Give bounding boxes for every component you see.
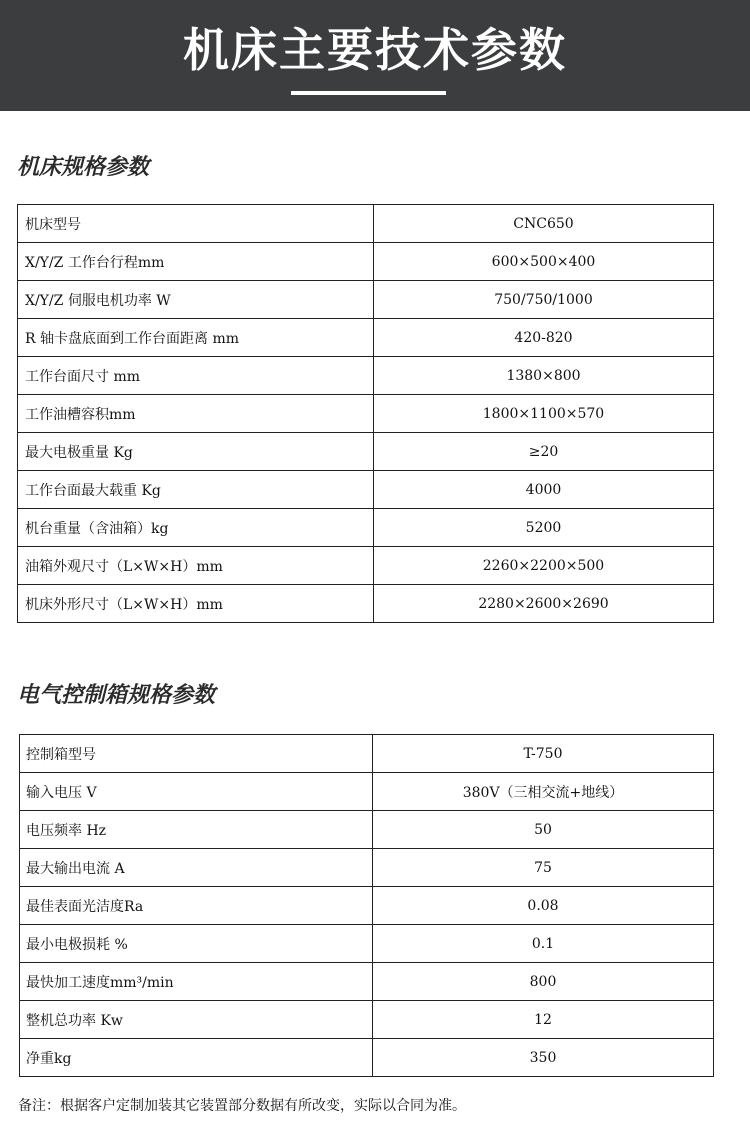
table-row bbox=[18, 395, 714, 433]
param-label: 工作台面最大载重 Kg bbox=[18, 471, 374, 509]
section-title-control-box-specs: 电气控制箱规格参数 bbox=[17, 683, 216, 708]
param-label: 机床外形尺寸（L×W×H）mm bbox=[18, 585, 374, 623]
param-value: T-750 bbox=[373, 735, 714, 773]
param-value: 380V（三相交流+地线） bbox=[373, 773, 714, 811]
table-row bbox=[18, 547, 714, 585]
table-row bbox=[18, 357, 714, 395]
footnote: 备注：根据客户定制加装其它装置部分数据有所改变，实际以合同为准。 bbox=[18, 1098, 466, 1114]
param-value: 800 bbox=[373, 963, 714, 1001]
param-label: 输入电压 V bbox=[20, 773, 373, 811]
param-value: 50 bbox=[373, 811, 714, 849]
param-label: 净重kg bbox=[20, 1039, 373, 1077]
param-value: 4000 bbox=[374, 471, 714, 509]
table-row bbox=[20, 1039, 714, 1077]
param-label: 最佳表面光洁度Ra bbox=[20, 887, 373, 925]
machine-spec-table bbox=[17, 204, 714, 623]
param-label: R 轴卡盘底面到工作台面距离 mm bbox=[18, 319, 374, 357]
param-value: 420-820 bbox=[374, 319, 714, 357]
param-label: X/Y/Z 工作台行程mm bbox=[18, 243, 374, 281]
table-row bbox=[20, 811, 714, 849]
param-label: 最大输出电流 A bbox=[20, 849, 373, 887]
table-row bbox=[18, 281, 714, 319]
table-row bbox=[20, 849, 714, 887]
param-label: 最快加工速度mm³/min bbox=[20, 963, 373, 1001]
param-value: 5200 bbox=[374, 509, 714, 547]
table-row bbox=[18, 509, 714, 547]
page-title: 机床主要技术参数 bbox=[183, 23, 567, 77]
table-row bbox=[20, 735, 714, 773]
param-value: 75 bbox=[373, 849, 714, 887]
param-label: 电压频率 Hz bbox=[20, 811, 373, 849]
param-label: 工作油槽容积mm bbox=[18, 395, 374, 433]
param-value: 0.1 bbox=[373, 925, 714, 963]
param-value: ≥20 bbox=[374, 433, 714, 471]
title-underline bbox=[291, 91, 446, 95]
table-row bbox=[18, 319, 714, 357]
param-value: 2260×2200×500 bbox=[374, 547, 714, 585]
table-row bbox=[18, 433, 714, 471]
table-row bbox=[20, 1001, 714, 1039]
header-banner bbox=[0, 0, 750, 111]
table-row bbox=[20, 925, 714, 963]
param-label: 机床型号 bbox=[18, 205, 374, 243]
param-value: CNC650 bbox=[374, 205, 714, 243]
table-row bbox=[20, 773, 714, 811]
param-label: 工作台面尺寸 mm bbox=[18, 357, 374, 395]
table-row bbox=[20, 963, 714, 1001]
param-label: 油箱外观尺寸（L×W×H）mm bbox=[18, 547, 374, 585]
table-row bbox=[18, 243, 714, 281]
table-row bbox=[20, 887, 714, 925]
param-label: 控制箱型号 bbox=[20, 735, 373, 773]
table-row bbox=[18, 471, 714, 509]
param-value: 350 bbox=[373, 1039, 714, 1077]
param-value: 12 bbox=[373, 1001, 714, 1039]
section-title-machine-specs: 机床规格参数 bbox=[17, 155, 150, 180]
param-label: 机台重量（含油箱）kg bbox=[18, 509, 374, 547]
param-value: 600×500×400 bbox=[374, 243, 714, 281]
param-value: 2280×2600×2690 bbox=[374, 585, 714, 623]
param-label: 最大电极重量 Kg bbox=[18, 433, 374, 471]
param-value: 1800×1100×570 bbox=[374, 395, 714, 433]
param-value: 0.08 bbox=[373, 887, 714, 925]
param-label: 最小电极损耗 % bbox=[20, 925, 373, 963]
control-box-spec-table bbox=[19, 734, 714, 1077]
param-label: 整机总功率 Kw bbox=[20, 1001, 373, 1039]
table-row bbox=[18, 205, 714, 243]
param-value: 1380×800 bbox=[374, 357, 714, 395]
table-row bbox=[18, 585, 714, 623]
param-label: X/Y/Z 伺服电机功率 W bbox=[18, 281, 374, 319]
param-value: 750/750/1000 bbox=[374, 281, 714, 319]
